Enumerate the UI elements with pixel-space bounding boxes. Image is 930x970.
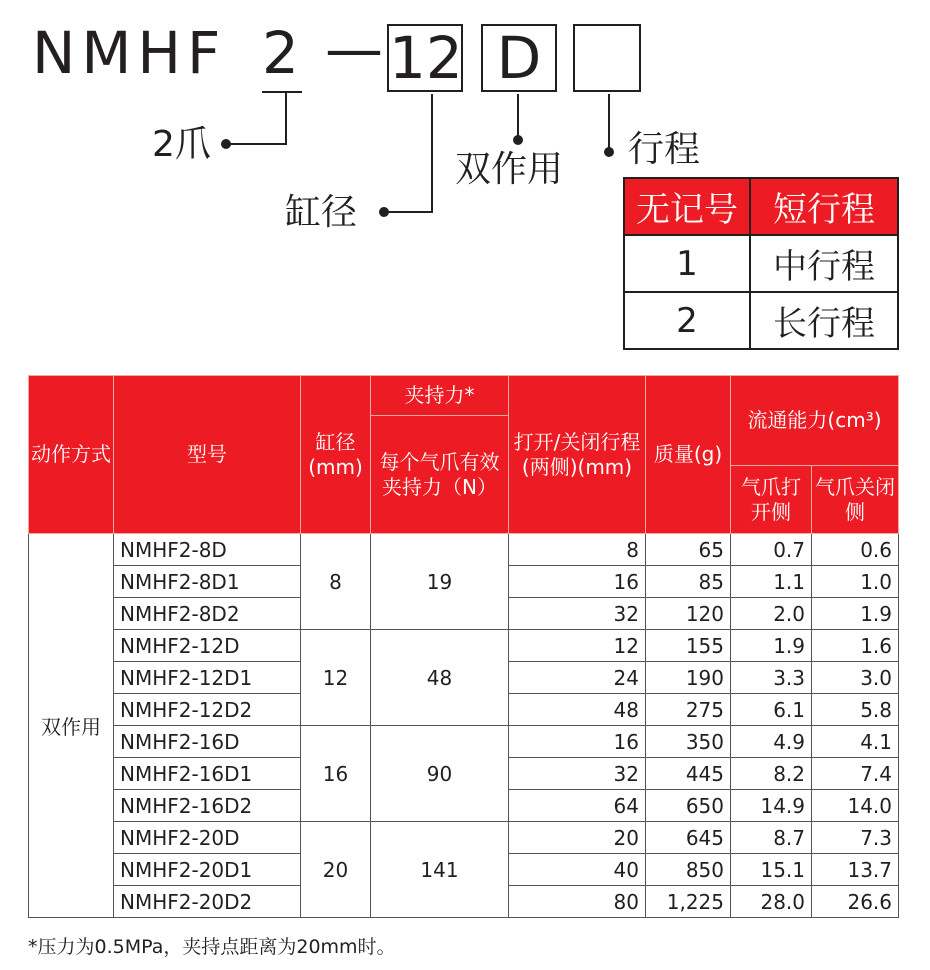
action-label: 双作用 bbox=[455, 149, 564, 190]
mass-cell: 650 bbox=[646, 790, 731, 822]
stroke-code: 无记号 bbox=[624, 178, 750, 235]
header-action: 动作方式 bbox=[29, 376, 114, 534]
stroke-cell: 32 bbox=[509, 758, 646, 790]
stroke-cell: 80 bbox=[509, 886, 646, 918]
flow-close-cell: 7.3 bbox=[812, 822, 899, 854]
model-dash: — bbox=[325, 15, 389, 83]
flow-open-cell: 0.7 bbox=[731, 534, 812, 566]
mass-cell: 350 bbox=[646, 726, 731, 758]
header-flow-group: 流通能力(cm³) bbox=[731, 376, 899, 466]
bore-cell: 12 bbox=[301, 630, 371, 726]
model-cell: NMHF2-12D bbox=[114, 630, 301, 662]
stroke-cell: 48 bbox=[509, 694, 646, 726]
model-cell: NMHF2-8D1 bbox=[114, 566, 301, 598]
header-force: 每个气爪有效夹持力（N） bbox=[371, 416, 509, 534]
force-cell: 19 bbox=[371, 534, 509, 630]
mass-cell: 850 bbox=[646, 854, 731, 886]
force-cell: 141 bbox=[371, 822, 509, 918]
flow-open-cell: 15.1 bbox=[731, 854, 812, 886]
mass-cell: 85 bbox=[646, 566, 731, 598]
header-model: 型号 bbox=[114, 376, 301, 534]
flow-close-cell: 13.7 bbox=[812, 854, 899, 886]
header-stroke: 打开/关闭行程(两侧)(mm) bbox=[509, 376, 646, 534]
table-row bbox=[29, 822, 899, 854]
bore-cell: 16 bbox=[301, 726, 371, 822]
flow-open-cell: 4.9 bbox=[731, 726, 812, 758]
flow-open-cell: 8.2 bbox=[731, 758, 812, 790]
model-cell: NMHF2-12D1 bbox=[114, 662, 301, 694]
mass-cell: 1,225 bbox=[646, 886, 731, 918]
flow-open-cell: 2.0 bbox=[731, 598, 812, 630]
force-cell: 48 bbox=[371, 630, 509, 726]
model-cell: NMHF2-8D bbox=[114, 534, 301, 566]
header-force-group: 夹持力* bbox=[371, 376, 509, 416]
model-cell: NMHF2-16D1 bbox=[114, 758, 301, 790]
bore-label: 缸径 bbox=[285, 192, 358, 233]
model-prefix: NMHF bbox=[32, 19, 227, 87]
stroke-cell: 24 bbox=[509, 662, 646, 694]
stroke-cell: 16 bbox=[509, 726, 646, 758]
flow-open-cell: 6.1 bbox=[731, 694, 812, 726]
flow-open-cell: 14.9 bbox=[731, 790, 812, 822]
stroke-cell: 32 bbox=[509, 598, 646, 630]
stroke-code: 2 bbox=[624, 292, 750, 349]
flow-close-cell: 26.6 bbox=[812, 886, 899, 918]
flow-close-cell: 0.6 bbox=[812, 534, 899, 566]
header-bore: 缸径(mm) bbox=[301, 376, 371, 534]
flow-close-cell: 1.0 bbox=[812, 566, 899, 598]
flow-open-cell: 1.9 bbox=[731, 630, 812, 662]
table-row bbox=[29, 534, 899, 566]
mass-cell: 65 bbox=[646, 534, 731, 566]
flow-open-cell: 3.3 bbox=[731, 662, 812, 694]
stroke-cell: 16 bbox=[509, 566, 646, 598]
mass-cell: 155 bbox=[646, 630, 731, 662]
stroke-desc: 短行程 bbox=[750, 178, 898, 235]
flow-close-cell: 3.0 bbox=[812, 662, 899, 694]
flow-open-cell: 28.0 bbox=[731, 886, 812, 918]
model-cell: NMHF2-20D2 bbox=[114, 886, 301, 918]
model-cell: NMHF2-16D bbox=[114, 726, 301, 758]
model-claws: 2 bbox=[262, 19, 305, 87]
mass-cell: 445 bbox=[646, 758, 731, 790]
stroke-desc: 中行程 bbox=[750, 235, 898, 292]
stroke-cell: 12 bbox=[509, 630, 646, 662]
mass-cell: 190 bbox=[646, 662, 731, 694]
action-box: D bbox=[481, 24, 557, 92]
model-cell: NMHF2-12D2 bbox=[114, 694, 301, 726]
flow-close-cell: 4.1 bbox=[812, 726, 899, 758]
flow-close-cell: 1.9 bbox=[812, 598, 899, 630]
mass-cell: 645 bbox=[646, 822, 731, 854]
stroke-label: 行程 bbox=[628, 129, 701, 170]
header-mass: 质量(g) bbox=[646, 376, 731, 534]
force-cell: 90 bbox=[371, 726, 509, 822]
stroke-desc: 长行程 bbox=[750, 292, 898, 349]
header-flow-open: 气爪打开侧 bbox=[731, 466, 812, 534]
mass-cell: 120 bbox=[646, 598, 731, 630]
model-cell: NMHF2-8D2 bbox=[114, 598, 301, 630]
model-cell: NMHF2-20D bbox=[114, 822, 301, 854]
table-row bbox=[29, 630, 899, 662]
model-cell: NMHF2-20D1 bbox=[114, 854, 301, 886]
flow-close-cell: 1.6 bbox=[812, 630, 899, 662]
mass-cell: 275 bbox=[646, 694, 731, 726]
stroke-cell: 8 bbox=[509, 534, 646, 566]
stroke-code: 1 bbox=[624, 235, 750, 292]
flow-close-cell: 7.4 bbox=[812, 758, 899, 790]
spec-table bbox=[28, 375, 899, 918]
stroke-cell: 40 bbox=[509, 854, 646, 886]
footnote: *压力为0.5MPa，夹持点距离为20mm时。 bbox=[28, 936, 396, 958]
model-cell: NMHF2-16D2 bbox=[114, 790, 301, 822]
bore-box: 12 bbox=[389, 24, 463, 92]
header-flow-close: 气爪关闭侧 bbox=[812, 466, 899, 534]
table-row bbox=[29, 726, 899, 758]
bore-cell: 20 bbox=[301, 822, 371, 918]
flow-open-cell: 8.7 bbox=[731, 822, 812, 854]
bore-cell: 8 bbox=[301, 534, 371, 630]
stroke-option-table bbox=[623, 177, 899, 350]
flow-close-cell: 14.0 bbox=[812, 790, 899, 822]
stroke-cell: 20 bbox=[509, 822, 646, 854]
claws-label: 2爪 bbox=[152, 124, 211, 165]
stroke-cell: 64 bbox=[509, 790, 646, 822]
flow-open-cell: 1.1 bbox=[731, 566, 812, 598]
flow-close-cell: 5.8 bbox=[812, 694, 899, 726]
action-cell: 双作用 bbox=[29, 534, 114, 918]
